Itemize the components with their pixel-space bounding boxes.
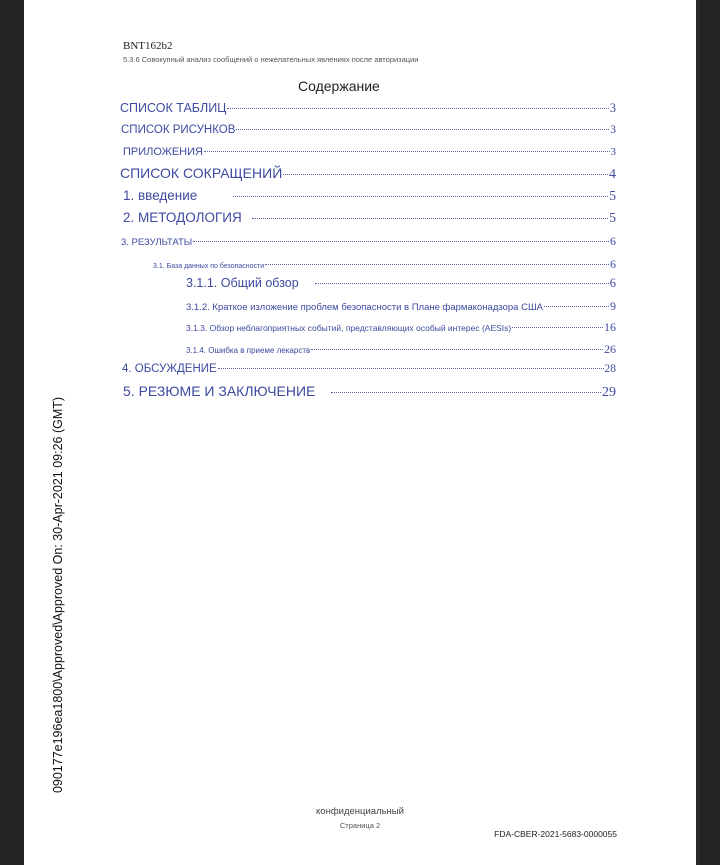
toc-entry-introduction[interactable] xyxy=(123,188,616,204)
toc-entry-label: 3.1.3. Обзор неблагоприятных событий, представляющих особый интерес (AESIs) xyxy=(186,323,512,333)
toc-page-number: 9 xyxy=(610,299,616,313)
toc-page-number: 3 xyxy=(610,124,616,136)
toc-entry-label: 3.1.1. Общий обзор xyxy=(186,276,299,290)
toc-entry-label: 1. введение xyxy=(123,188,198,203)
document-subtitle: 5.3.6 Совокупный анализ сообщений о нежелательных явлениях после авторизации xyxy=(123,55,419,64)
toc-entry-list-of-tables[interactable] xyxy=(120,101,616,116)
toc-page-number: 6 xyxy=(609,276,616,290)
toc-leader xyxy=(227,108,608,109)
page-edge xyxy=(696,0,700,865)
toc-leader xyxy=(236,129,609,130)
approval-stamp: 090177e196ea1800\Approved\Approved On: 30-Apr-2021 09:26 (GMT) xyxy=(51,396,65,794)
toc-entry-medication-error[interactable] xyxy=(186,342,616,357)
document-page xyxy=(24,0,696,865)
footer-page-label: Страница 2 xyxy=(339,821,381,830)
toc-entry-safety-database[interactable] xyxy=(153,257,616,272)
toc-leader xyxy=(331,392,601,393)
toc-entry-list-of-figures[interactable] xyxy=(121,124,616,136)
toc-leader xyxy=(218,368,604,369)
toc-title: Содержание xyxy=(298,78,380,94)
toc-entry-discussion[interactable] xyxy=(122,363,616,375)
toc-page-number: 6 xyxy=(610,234,616,248)
toc-entry-abbreviations[interactable] xyxy=(120,165,616,183)
toc-page-number: 29 xyxy=(602,385,616,400)
toc-entry-summary-conclusion[interactable] xyxy=(123,383,616,401)
toc-entry-label: СПИСОК ТАБЛИЦ xyxy=(120,101,227,115)
toc-entry-label: 5. РЕЗЮМЕ И ЗАКЛЮЧЕНИЕ xyxy=(123,383,316,399)
toc-entry-label: СПИСОК РИСУНКОВ xyxy=(121,124,236,136)
toc-leader xyxy=(193,241,609,242)
document-id: BNT162b2 xyxy=(123,40,173,52)
toc-page-number: 5 xyxy=(609,210,616,225)
toc-page-number: 6 xyxy=(610,257,616,271)
toc-entry-safety-concerns-summary[interactable] xyxy=(186,299,616,314)
toc-leader xyxy=(544,306,609,307)
toc-entry-aesi-overview[interactable] xyxy=(186,320,616,335)
toc-leader xyxy=(233,196,608,197)
toc-leader xyxy=(315,283,609,284)
toc-entry-label: 4. ОБСУЖДЕНИЕ xyxy=(122,363,217,375)
toc-leader xyxy=(204,151,610,152)
toc-entry-methodology[interactable] xyxy=(123,210,616,226)
toc-page-number: 28 xyxy=(604,363,616,375)
toc-entry-label: 3.1. База данных по безопасности xyxy=(153,263,265,270)
toc-leader xyxy=(512,327,603,328)
toc-entry-label: 2. МЕТОДОЛОГИЯ xyxy=(123,210,242,225)
toc-entry-label: СПИСОК СОКРАЩЕНИЙ xyxy=(120,165,283,181)
toc-page-number: 26 xyxy=(604,342,616,356)
toc-entry-appendices[interactable] xyxy=(123,146,616,158)
toc-leader xyxy=(252,218,609,219)
toc-page-number: 5 xyxy=(609,188,616,203)
toc-entry-results[interactable] xyxy=(121,234,616,249)
toc-entry-general-overview[interactable] xyxy=(186,276,616,291)
toc-entry-label: 3. РЕЗУЛЬТАТЫ xyxy=(121,237,193,248)
toc-entry-label: ПРИЛОЖЕНИЯ xyxy=(123,146,203,158)
toc-entry-label: 3.1.2. Краткое изложение проблем безопасности в Плане фармаконадзора США xyxy=(186,302,544,313)
footer-confidential: конфиденциальный xyxy=(316,806,404,817)
toc-page-number: 3 xyxy=(609,101,616,115)
footer-fda-id: FDA-CBER-2021-5683-0000055 xyxy=(494,829,617,839)
toc-leader xyxy=(283,174,608,175)
toc-leader xyxy=(311,349,603,350)
toc-leader xyxy=(265,264,609,265)
toc-page-number: 4 xyxy=(609,167,616,182)
toc-entry-label: 3.1.4. Ошибка в приеме лекарств xyxy=(186,346,311,355)
toc-page-number: 3 xyxy=(610,146,616,158)
toc-page-number: 16 xyxy=(604,320,616,334)
